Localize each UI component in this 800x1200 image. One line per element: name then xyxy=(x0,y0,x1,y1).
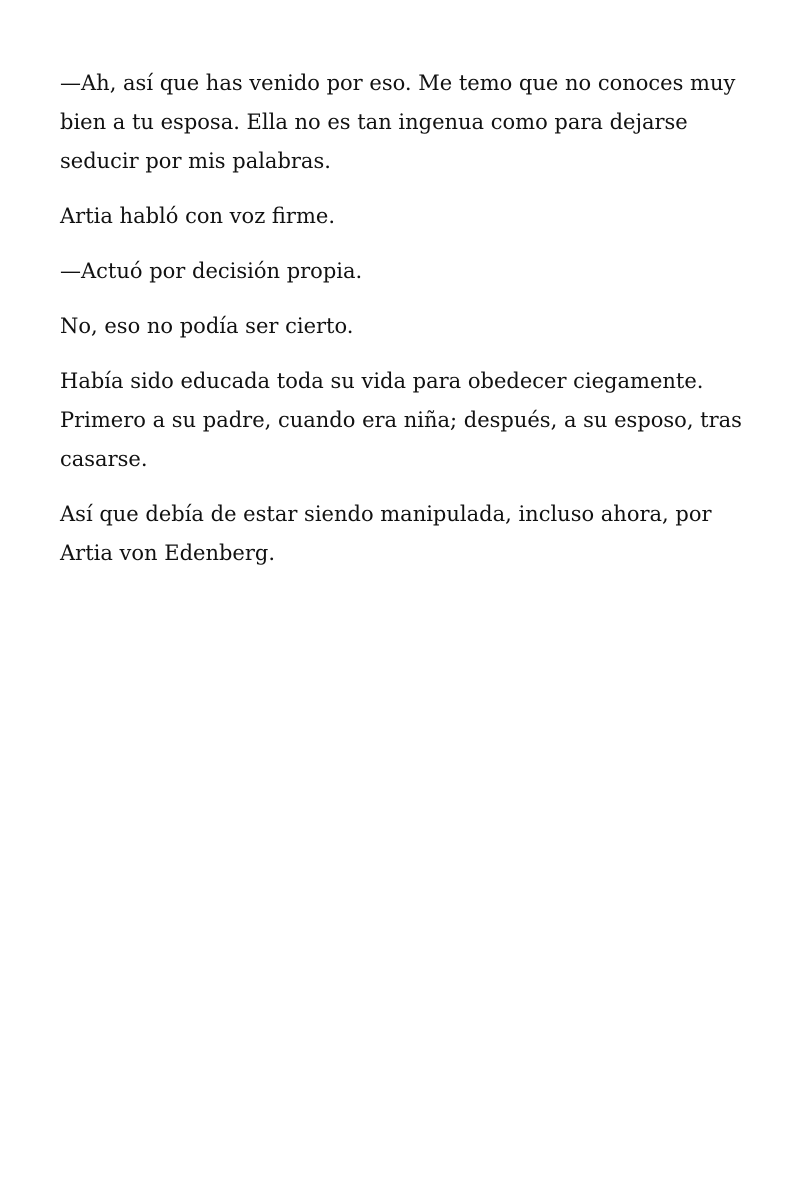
paragraph: Artia habló con voz firme. xyxy=(60,204,335,228)
paragraph: —Ah, así que has venido por eso. Me temo que no conoces muy bien a tu esposa. Ella no es tan ingenua como para dejarse seducir por mis palabras. xyxy=(60,71,736,173)
paragraph: Había sido educada toda su vida para obedecer ciegamente. Primero a su padre, cuando era niña; después, a su esposo, tras casarse. xyxy=(60,369,742,471)
paragraph: —Actuó por decisión propia. xyxy=(60,259,363,283)
reader-page xyxy=(60,64,760,589)
paragraph: Así que debía de estar siendo manipulada, incluso ahora, por Artia von Edenberg. xyxy=(60,502,712,565)
paragraph: No, eso no podía ser cierto. xyxy=(60,314,354,338)
